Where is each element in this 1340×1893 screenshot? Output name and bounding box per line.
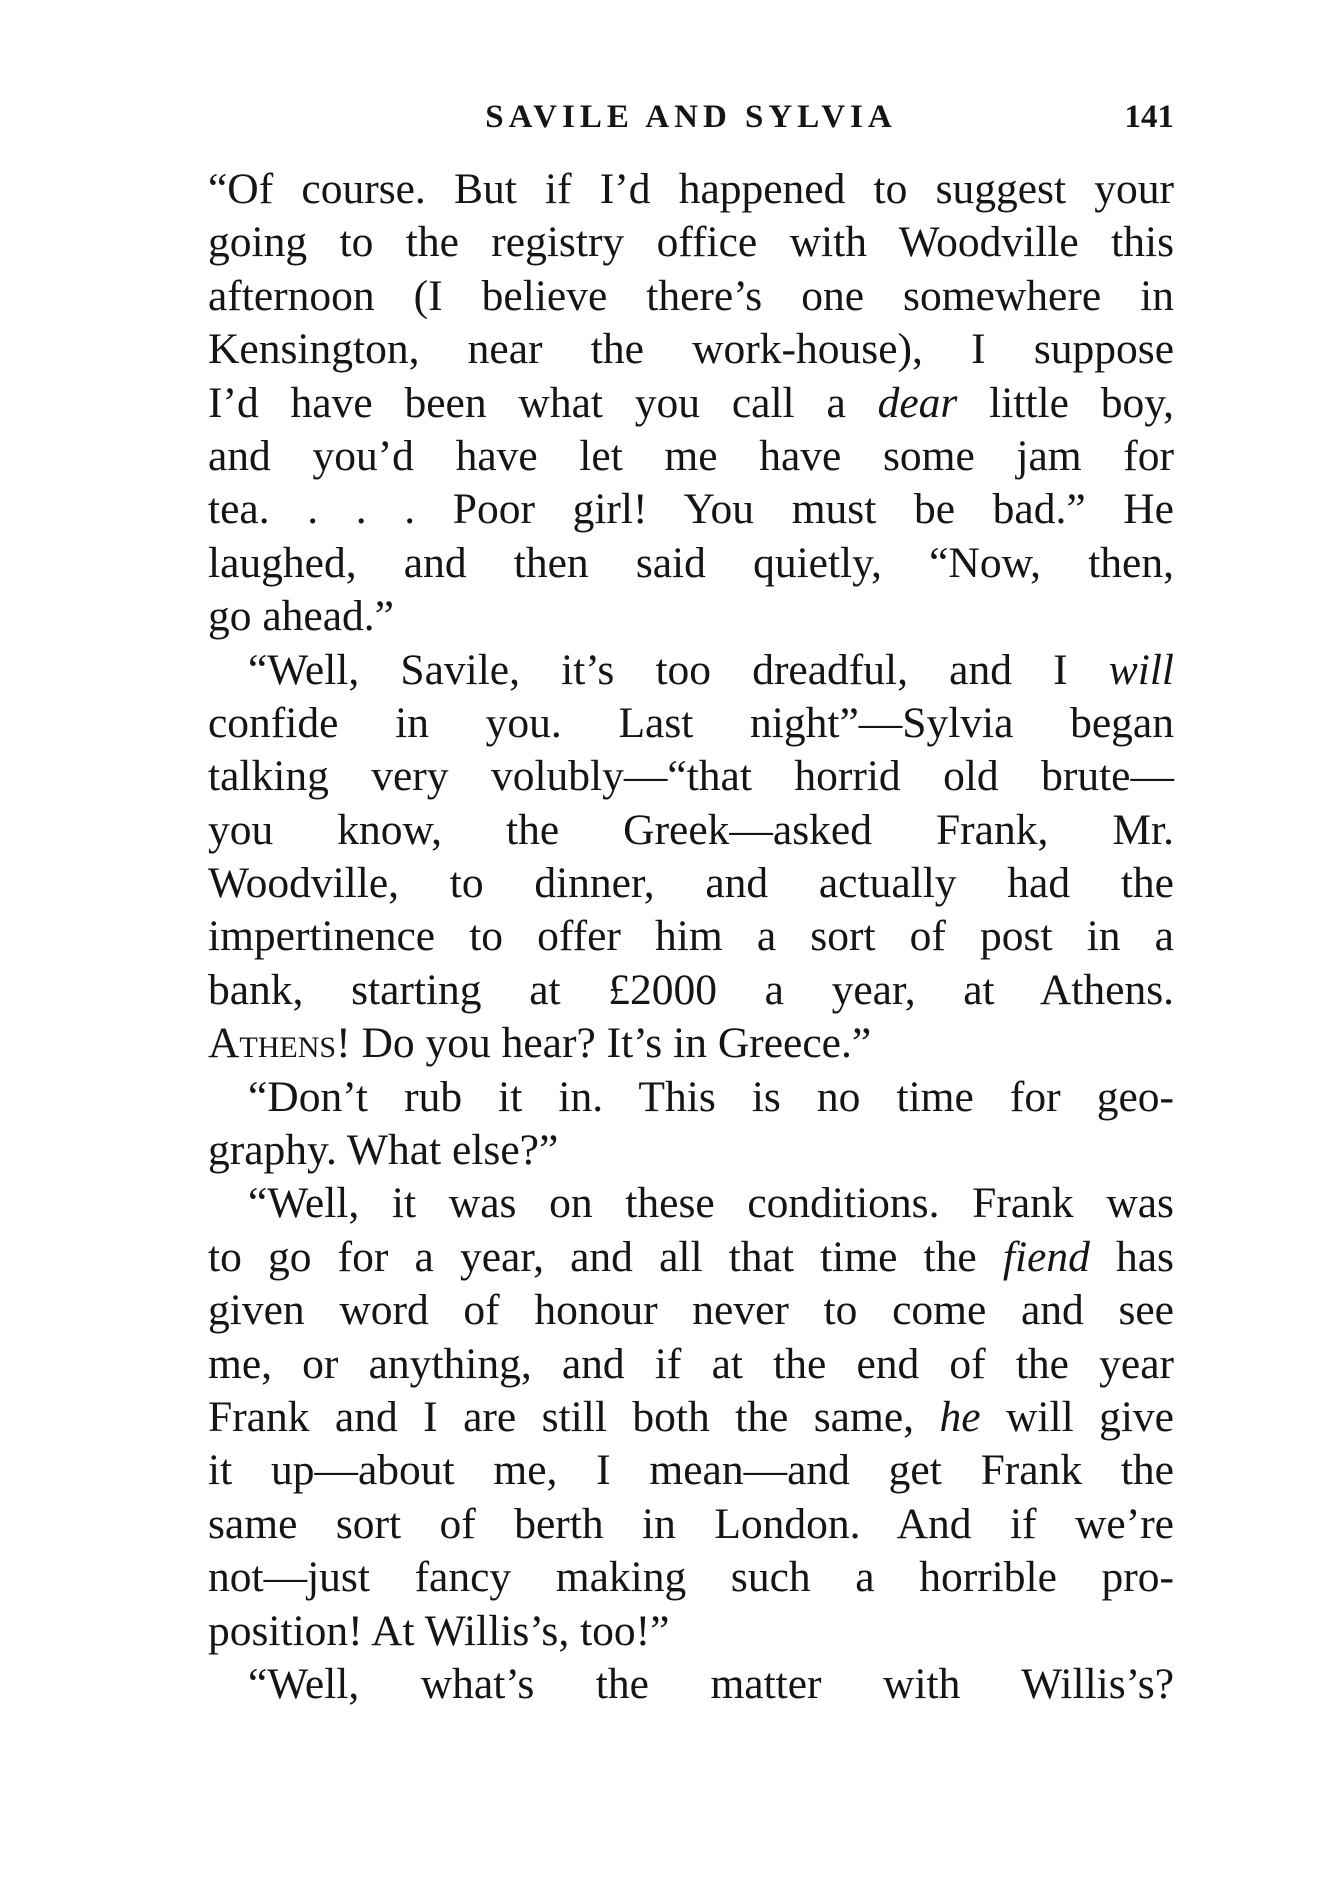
text-run: will give [980, 1392, 1174, 1441]
text-run: ! Do you hear? It’s in Greece.” [336, 1019, 872, 1068]
text-line: afternoon (I believe there’s one somewhere in [208, 271, 1174, 320]
text-run: to go for a year, and all that time the [208, 1232, 1003, 1281]
text-line: tea. . . . Poor girl! You must be bad.” He [208, 485, 1174, 534]
emphasis: he [939, 1392, 981, 1441]
text-line: confide in you. Last night”—Sylvia began [208, 698, 1174, 747]
text-line: Kensington, near the work-house), I suppose [208, 325, 1174, 374]
text-line: same sort of berth in London. And if we’re [208, 1499, 1174, 1548]
text-line: going to the registry office with Woodville this [208, 218, 1174, 267]
text-line: and you’d have let me have some jam for [208, 431, 1174, 480]
text-line [208, 1017, 1174, 1070]
text-line: go ahead.” [208, 592, 394, 641]
text-line: “Well, it was on these conditions. Frank was [248, 1179, 1174, 1228]
running-title: SAVILE AND SYLVIA [485, 99, 897, 135]
text-line: laughed, and then said quietly, “Now, then, [208, 538, 1174, 587]
text-line [208, 644, 1174, 697]
text-line [208, 1391, 1174, 1444]
text-line: Woodville, to dinner, and actually had the [208, 859, 1174, 908]
text-line: not—just fancy making such a horrible pro- [208, 1553, 1174, 1602]
text-line [208, 377, 1174, 430]
text-line: you know, the Greek—asked Frank, Mr. [208, 805, 1174, 854]
text-line: “Don’t rub it in. This is no time for geo- [248, 1072, 1174, 1121]
page-number: 141 [1124, 99, 1174, 135]
emphasis: dear [877, 378, 958, 427]
emphasis: will [1108, 645, 1174, 694]
text-line: “Of course. But if I’d happened to suggest your [208, 165, 1174, 213]
text-line: it up—about me, I mean—and get Frank the [208, 1446, 1174, 1495]
body-text [208, 163, 1174, 1711]
text-line: “Well, what’s the matter with Willis’s? [248, 1659, 1174, 1708]
text-run: Frank and I are still both the same, [208, 1392, 940, 1441]
text-line: bank, starting at £2000 a year, at Athens. [208, 965, 1174, 1014]
text-run: “Well, Savile, it’s too dreadful, and I [248, 645, 1109, 694]
text-line: impertinence to offer him a sort of post in a [208, 912, 1174, 961]
text-run: has [1089, 1232, 1174, 1281]
text-line [208, 1231, 1174, 1284]
running-head [208, 92, 1174, 152]
text-line: given word of honour never to come and see [208, 1286, 1174, 1335]
emphasis: fiend [1002, 1232, 1090, 1281]
text-line: me, or anything, and if at the end of the year [208, 1339, 1174, 1388]
text-run: I’d have been what you call a [208, 378, 878, 427]
text-line: graphy. What else?” [208, 1126, 559, 1175]
text-line: position! At Willis’s, too!” [208, 1606, 670, 1655]
text-run: little boy, [957, 378, 1174, 427]
small-caps-word: Athens [208, 1019, 337, 1068]
text-line: talking very volubly—“that horrid old brute— [208, 752, 1174, 801]
